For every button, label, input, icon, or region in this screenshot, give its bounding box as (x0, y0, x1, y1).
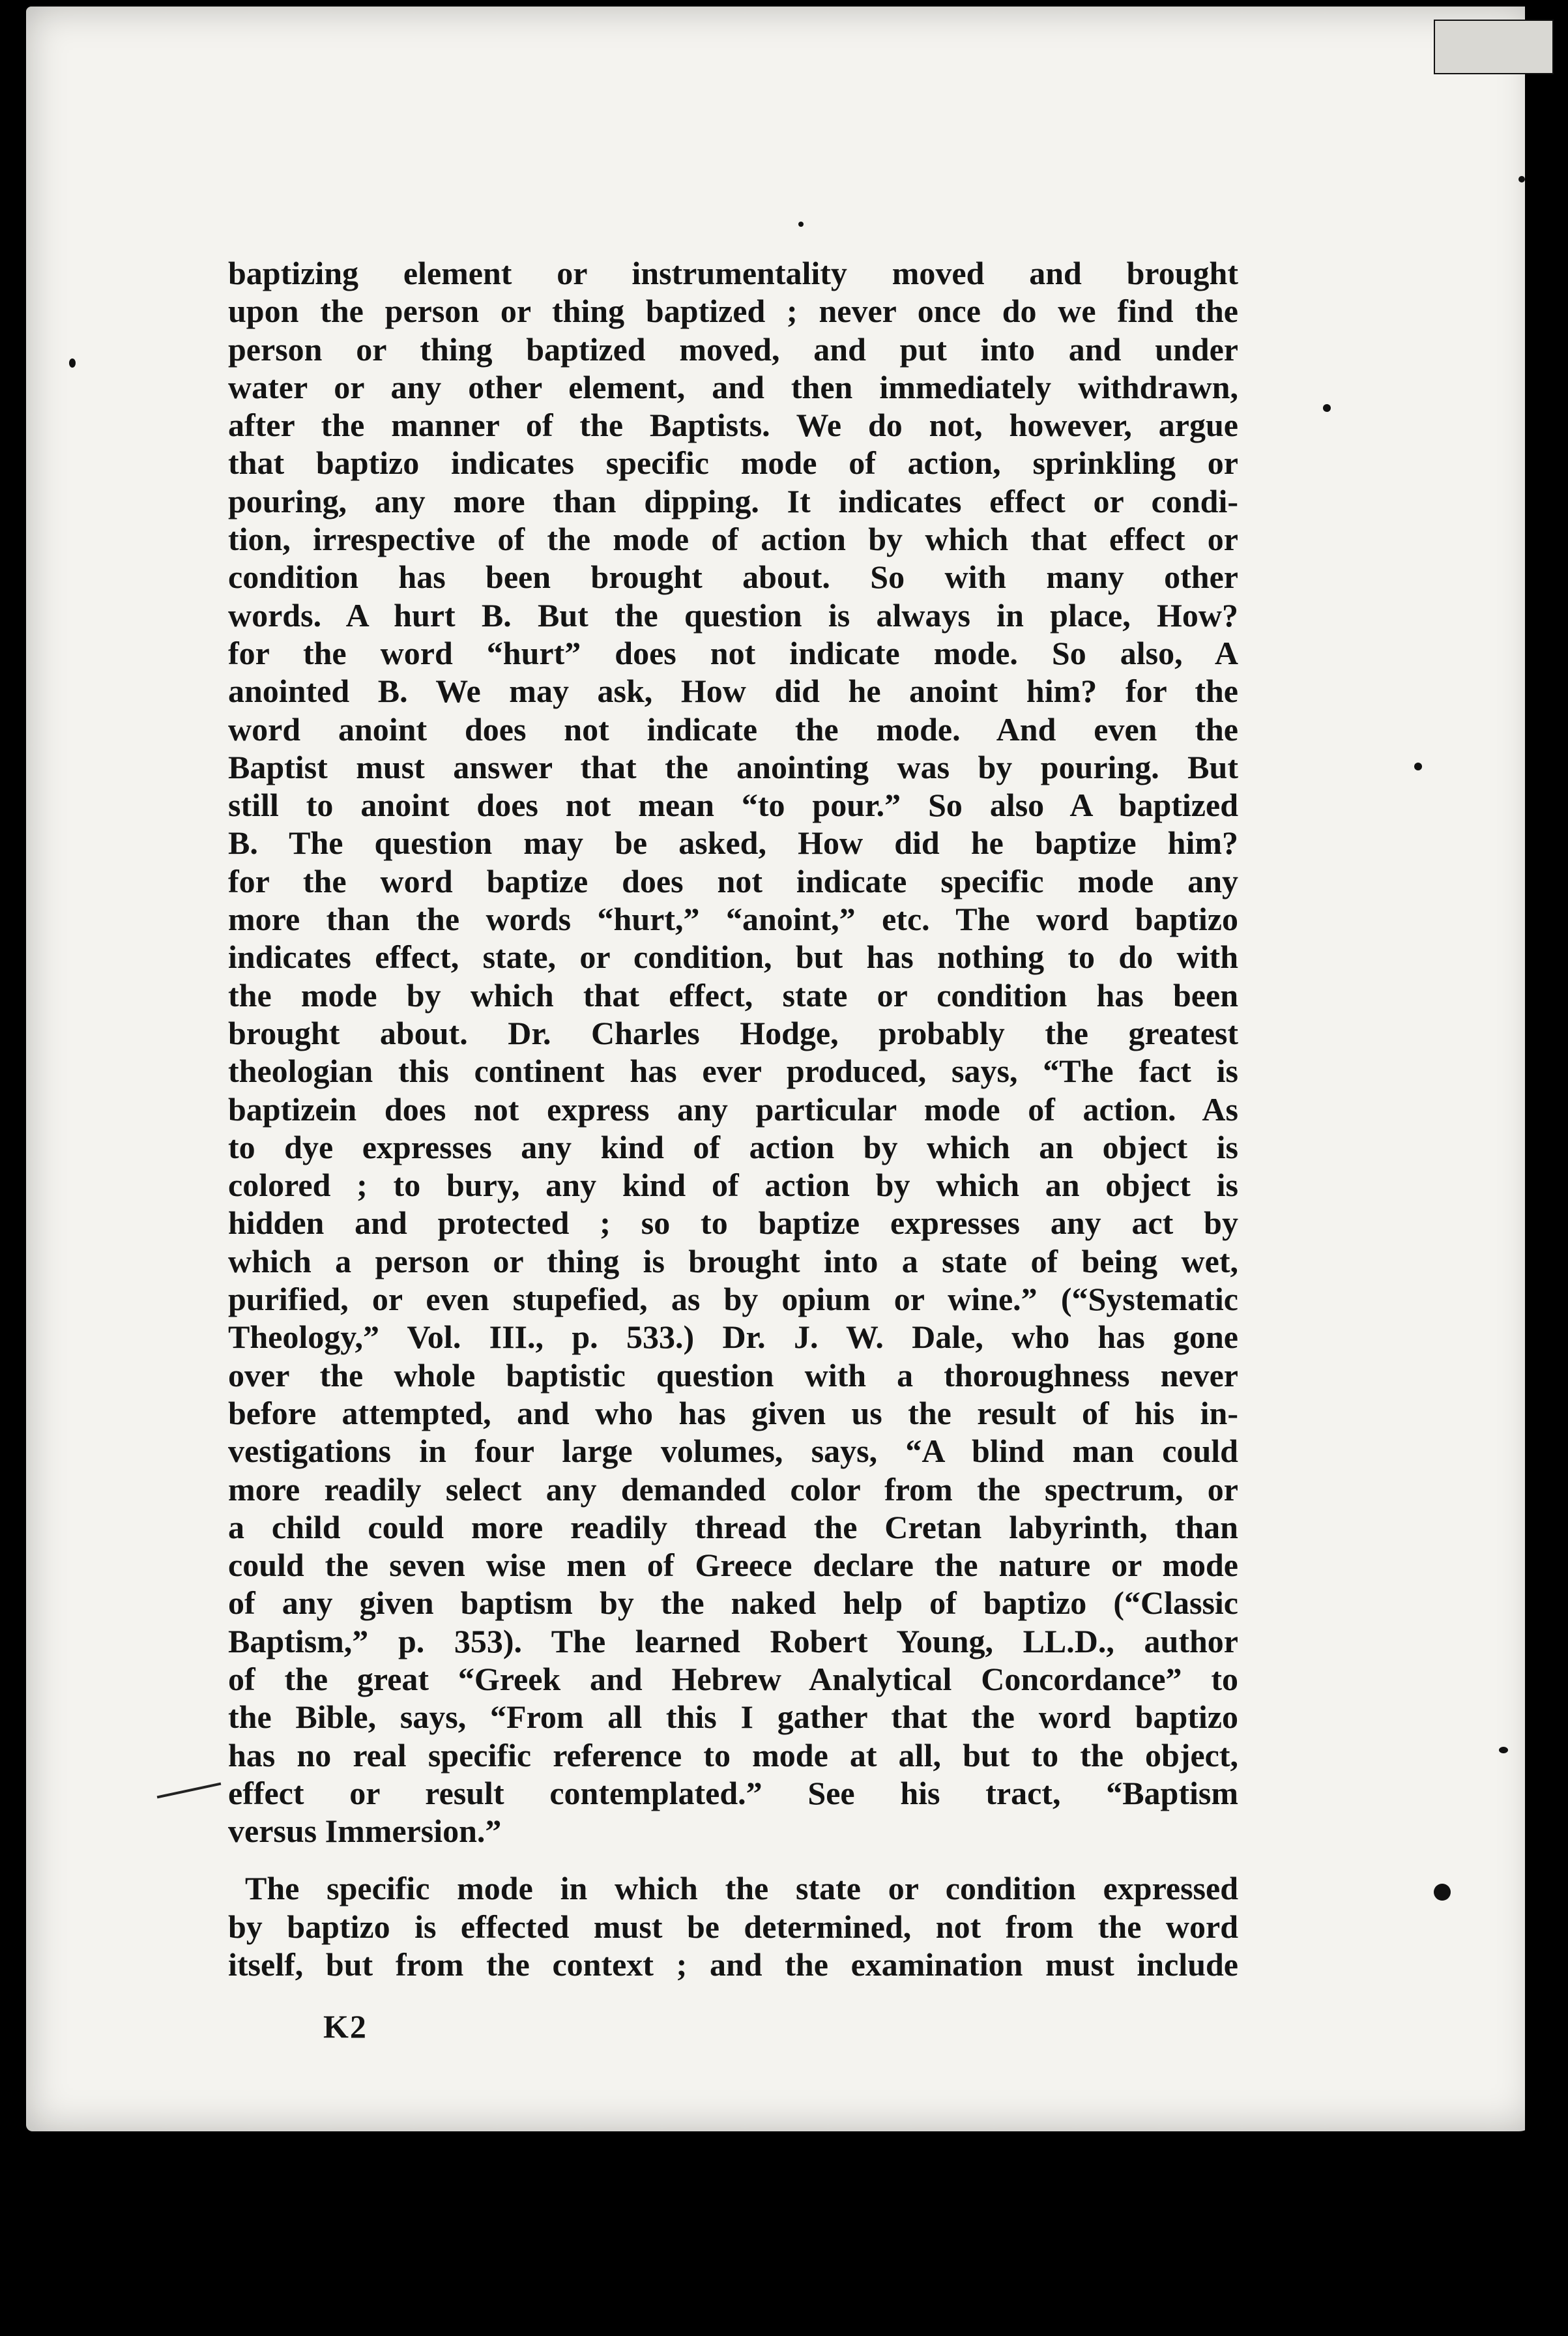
body-line: B. The question may be asked, How did he baptize him? (228, 825, 1238, 862)
body-line: effect or result contemplated.” See his tract, “Baptism (228, 1774, 1238, 1811)
body-line: brought about. Dr. Charles Hodge, probably the greatest (228, 1014, 1238, 1051)
body-line: a child could more readily thread the Cretan labyrinth, than (228, 1508, 1238, 1545)
body-line: The specific mode in which the state or condition expressed (245, 1870, 1238, 1907)
body-line: words. A hurt B. But the question is always in place, How? (228, 596, 1238, 634)
page-body-text (228, 254, 1238, 1983)
body-line: upon the person or thing baptized ; never once do we find the (228, 293, 1238, 330)
body-line: Baptism,” p. 353). The learned Robert Young, LL.D., author (228, 1622, 1238, 1659)
body-line: for the word “hurt” does not indicate mode. So also, A (228, 634, 1238, 671)
body-line: Baptist must answer that the anointing was by pouring. But (228, 748, 1238, 785)
body-line: condition has been brought about. So with many other (228, 559, 1238, 596)
body-line: of any given baptism by the naked help of baptizo (“Classic (228, 1584, 1238, 1622)
signature-mark: K2 (323, 2008, 368, 2045)
body-line: before attempted, and who has given us the result of his in- (228, 1394, 1238, 1431)
body-line: person or thing baptized moved, and put into and under (228, 330, 1238, 368)
body-line: anointed B. We may ask, How did he anoint him? for the (228, 673, 1238, 710)
ink-speck (1499, 1747, 1508, 1753)
body-line: Theology,” Vol. III., p. 533.) Dr. J. W. Dale, who has gone (228, 1319, 1238, 1356)
body-line: more readily select any demanded color from the spectrum, or (228, 1470, 1238, 1508)
body-line: still to anoint does not mean “to pour.” So also A baptized (228, 787, 1238, 824)
body-line: vestigations in four large volumes, says, “A blind man could (228, 1433, 1238, 1470)
body-line: after the manner of the Baptists. We do not, however, argue (228, 407, 1238, 444)
body-line: for the word baptize does not indicate specific mode any (228, 862, 1238, 899)
body-line: has no real specific reference to mode at all, but to the object, (228, 1736, 1238, 1774)
body-line: theologian this continent has ever produced, says, “The fact is (228, 1053, 1238, 1090)
body-line: to dye expresses any kind of action by which an object is (228, 1128, 1238, 1165)
ink-speck (1518, 176, 1525, 182)
body-line: indicates effect, state, or condition, but has nothing to do with (228, 939, 1238, 976)
body-line: hidden and protected ; so to baptize expresses any act by (228, 1204, 1238, 1242)
body-line: the Bible, says, “From all this I gather that the word baptizo (228, 1699, 1238, 1736)
body-line: by baptizo is effected must be determined, not from the word (228, 1908, 1238, 1945)
body-line: colored ; to bury, any kind of action by which an object is (228, 1167, 1238, 1204)
torn-corner (1434, 20, 1554, 74)
ink-speck (1434, 1884, 1451, 1901)
body-line: which a person or thing is brought into a state of being wet, (228, 1242, 1238, 1279)
body-line: tion, irrespective of the mode of action by which that effect or (228, 521, 1238, 558)
body-line: the mode by which that effect, state or condition has been (228, 976, 1238, 1014)
body-line: that baptizo indicates specific mode of action, sprinkling or (228, 445, 1238, 482)
body-line: versus Immersion.” (228, 1813, 502, 1850)
body-line: of the great “Greek and Hebrew Analytical Concordance” to (228, 1660, 1238, 1697)
body-line: purified, or even stupefied, as by opium or wine.” (“Systematic (228, 1281, 1238, 1318)
body-line: pouring, any more than dipping. It indicates effect or condi- (228, 482, 1238, 519)
body-line: baptizein does not express any particular mode of action. As (228, 1090, 1238, 1128)
ink-speck (1414, 763, 1422, 770)
body-line: water or any other element, and then immediately withdrawn, (228, 368, 1238, 405)
ink-speck (1323, 404, 1331, 412)
ink-speck (798, 222, 804, 227)
scan-edge-shadow (1525, 0, 1568, 2336)
body-line: word anoint does not indicate the mode. And even the (228, 710, 1238, 748)
ink-speck (69, 358, 76, 368)
body-line: could the seven wise men of Greece declare the nature or mode (228, 1547, 1238, 1584)
body-line: over the whole baptistic question with a thoroughness never (228, 1356, 1238, 1394)
body-line: more than the words “hurt,” “anoint,” etc. The word baptizo (228, 901, 1238, 938)
body-line: itself, but from the context ; and the examination must include (228, 1946, 1238, 1983)
body-line: baptizing element or instrumentality moved and brought (228, 255, 1238, 291)
